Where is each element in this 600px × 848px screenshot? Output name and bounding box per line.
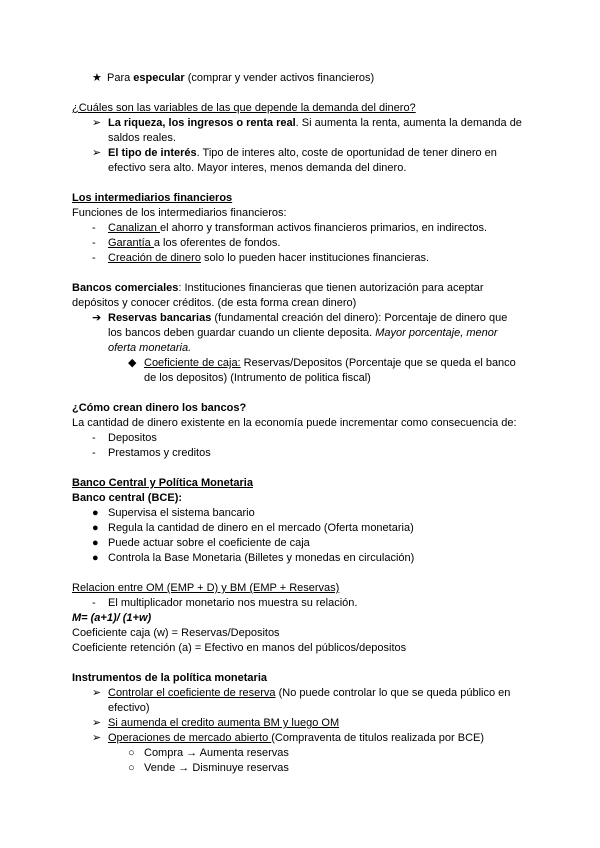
reserves-item-cont2: oferta monetaria.	[108, 342, 192, 354]
interest-item	[108, 146, 497, 161]
bold-text: especular	[133, 72, 185, 84]
multiplier-item: El multiplicador monetario nos muestra su relación.	[108, 597, 358, 609]
intermediaries-intro: Funciones de los intermediarios financieros:	[72, 207, 287, 219]
dot-bullet-icon: ●	[92, 537, 99, 549]
multiplier-formula: M= (a+1)/ (1+w)	[72, 612, 152, 624]
underlined-text: Operaciones de mercado abierto	[108, 732, 272, 744]
banks-create-money-intro: La cantidad de dinero existente en la economía puede incrementar como consecuencia de:	[72, 417, 517, 429]
text: los bancos deben guardar cuando un cliente deposita.	[108, 327, 376, 339]
italic-text: Mayor porcentaje, menor	[375, 327, 498, 339]
retention-ratio-definition: Coeficiente retención (a) = Efectivo en manos del públicos/depositos	[72, 642, 407, 654]
cb-item: Regula la cantidad de dinero en el mercado (Oferta monetaria)	[108, 522, 414, 534]
text: (fundamental creación del dinero): Porcentaje de dinero que	[211, 312, 508, 324]
cb-item: Controla la Base Monetaria (Billetes y monedas en circulación)	[108, 552, 415, 564]
text: Reservas/Depositos (Porcentaje que se queda el banco	[240, 357, 516, 369]
thick-arrow-bullet-icon: ➔	[92, 312, 102, 324]
dash-bullet-icon: -	[92, 432, 96, 444]
text: (comprar y vender activos financieros)	[184, 72, 375, 84]
wealth-item-cont: saldos reales.	[108, 132, 176, 144]
text: : Instituciones financieras que tienen autorización para aceptar	[178, 282, 484, 294]
text: . Si aumenta la renta, aumenta la demanda de	[295, 117, 522, 129]
underlined-text: Controlar el coeficiente de reserva	[108, 687, 276, 699]
sell-item: Vende → Disminuye reservas	[144, 762, 289, 774]
commercial-banks-line	[72, 281, 484, 296]
central-bank-heading: Banco Central y Política Monetaria	[72, 477, 253, 489]
dash-bullet-icon: -	[92, 447, 96, 459]
open-market-item	[108, 731, 484, 746]
circle-bullet-icon: ○	[128, 747, 135, 759]
interest-item-cont: efectivo sera alto. Mayor interes, menos demanda del dinero.	[108, 162, 407, 174]
text: (Compraventa de titulos realizada por BCE)	[271, 732, 485, 744]
money-creation-item	[108, 251, 429, 266]
om-bm-relation-heading: Relacion entre OM (EMP + D) y BM (EMP + Reservas)	[72, 582, 340, 594]
arrow-bullet-icon: ➢	[92, 687, 102, 699]
diamond-bullet-icon: ◆	[128, 357, 137, 369]
policy-instruments-heading: Instrumentos de la política monetaria	[72, 672, 267, 684]
text: (No puede controlar lo que se queda público en	[275, 687, 511, 699]
reserves-item	[108, 311, 507, 326]
dot-bullet-icon: ●	[92, 552, 99, 564]
text: el ahorro y transforman activos financieros primarios, en indirectos.	[159, 222, 488, 234]
dot-bullet-icon: ●	[92, 522, 99, 534]
text: a los oferentes de fondos.	[153, 237, 281, 249]
channel-item	[108, 221, 487, 236]
underlined-text: Garantía	[108, 237, 154, 249]
cash-ratio-item	[144, 356, 516, 371]
commercial-banks-cont: depósitos y conocer créditos. (de esta forma crean dinero)	[72, 297, 357, 309]
arrow-bullet-icon: ➢	[92, 732, 102, 744]
cb-item: Puede actuar sobre el coeficiente de caja	[108, 537, 310, 549]
star-bullet-icon: ★	[92, 72, 102, 84]
dash-bullet-icon: -	[92, 237, 96, 249]
speculate-line	[107, 71, 374, 86]
arrow-bullet-icon: ➢	[92, 117, 102, 129]
underlined-text: Creación de dinero	[108, 252, 201, 264]
arrow-bullet-icon: ➢	[92, 147, 102, 159]
reserves-item-cont	[108, 326, 498, 341]
cash-ratio-definition: Coeficiente caja (w) = Reservas/Depositos	[72, 627, 280, 639]
bold-text: Reservas bancarias	[108, 312, 212, 324]
underlined-text: Canalizan	[108, 222, 160, 234]
underlined-text: Coeficiente de caja:	[144, 357, 241, 369]
cb-item: Supervisa el sistema bancario	[108, 507, 255, 519]
banks-create-money-heading: ¿Cómo crean dinero los bancos?	[72, 402, 247, 414]
central-bank-subheading: Banco central (BCE):	[72, 492, 183, 504]
buy-item: Compra → Aumenta reservas	[144, 747, 289, 759]
bold-text: El tipo de interés	[108, 147, 197, 159]
deposits-item: Depositos	[108, 432, 157, 444]
dash-bullet-icon: -	[92, 252, 96, 264]
dash-bullet-icon: -	[92, 597, 96, 609]
reserve-ratio-item-cont: efectivo)	[108, 702, 150, 714]
intermediaries-heading: Los intermediarios financieros	[72, 192, 233, 204]
text: solo lo pueden hacer instituciones financieras.	[200, 252, 430, 264]
money-demand-question: ¿Cuáles son las variables de las que depende la demanda del dinero?	[72, 102, 416, 114]
circle-bullet-icon: ○	[128, 762, 135, 774]
credit-item: Si aumenda el credito aumenta BM y luego OM	[108, 717, 340, 729]
text: Para	[107, 72, 134, 84]
reserve-ratio-item	[108, 686, 510, 701]
cash-ratio-item-cont: de los depositos) (Intrumento de politica fiscal)	[144, 372, 371, 384]
bold-text: Bancos comerciales	[72, 282, 179, 294]
dash-bullet-icon: -	[92, 222, 96, 234]
bold-text: La riqueza, los ingresos o renta real	[108, 117, 296, 129]
dot-bullet-icon: ●	[92, 507, 99, 519]
guarantee-item	[108, 236, 280, 251]
arrow-bullet-icon: ➢	[92, 717, 102, 729]
loans-item: Prestamos y creditos	[108, 447, 211, 459]
wealth-item	[108, 116, 522, 131]
text: . Tipo de interes alto, coste de oportunidad de tener dinero en	[196, 147, 497, 159]
